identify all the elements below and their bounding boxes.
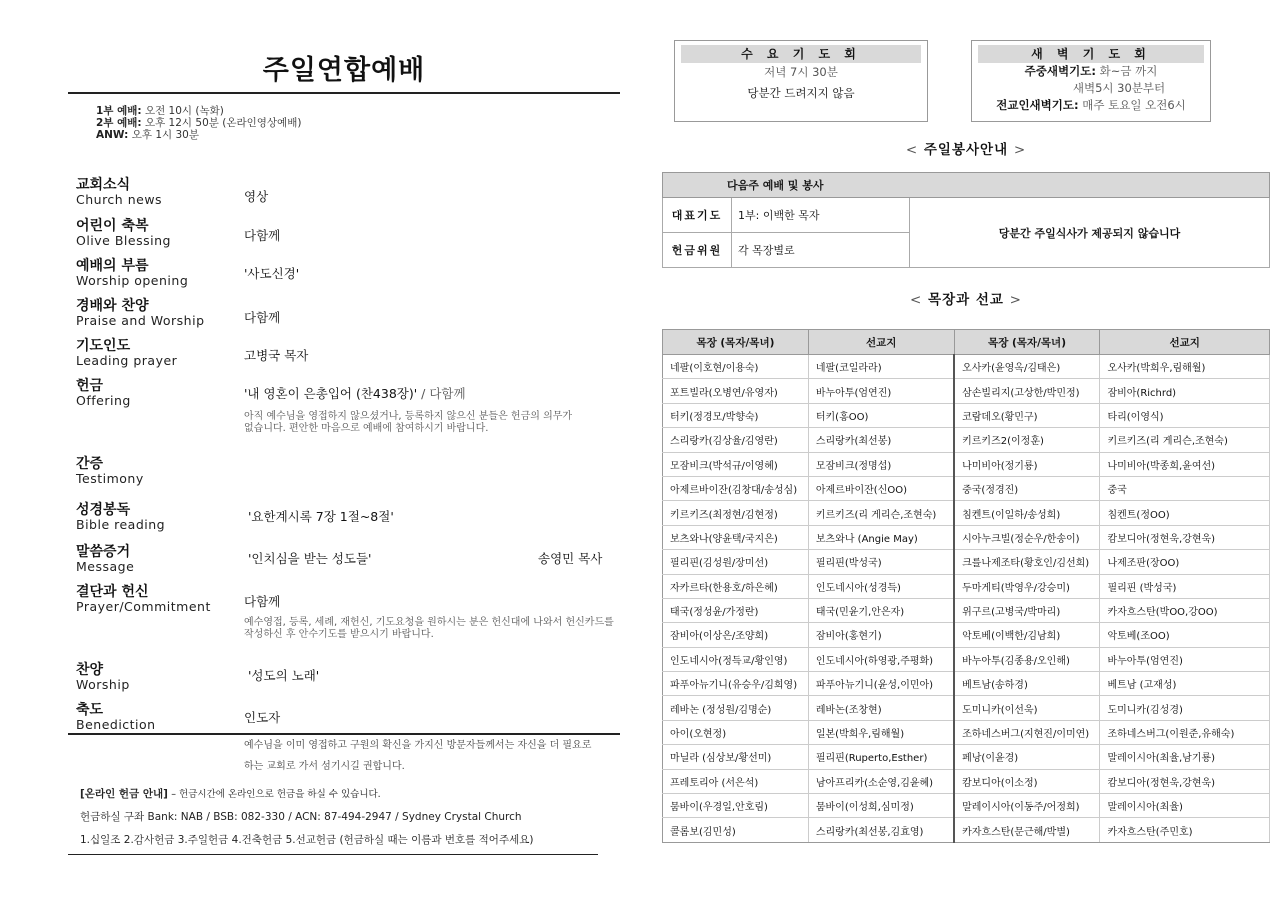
commitment-note: 예수영접, 등록, 세례, 재헌신, 기도요청을 원하시는 분은 헌신대에 나와서 헌신카드를 작성하신 후 안수기도를 받으시기 바랍니다. bbox=[244, 617, 614, 640]
mission-cell: 인도네시아(성경득) bbox=[808, 574, 954, 598]
mission-cell: 아제르바이잔(신OO) bbox=[808, 476, 954, 500]
mission-row bbox=[663, 769, 1270, 793]
mission-cell: 터키(홍OO) bbox=[808, 403, 954, 427]
mission-cell: 캄보디아(이소정) bbox=[954, 769, 1100, 793]
mission-row bbox=[663, 476, 1270, 500]
mission-cell: 레바논 (정성원/김명순) bbox=[663, 696, 809, 720]
mission-cell: 포트빌라(오병연/유영자) bbox=[663, 379, 809, 403]
mission-section-title: < 목장과 선교 > bbox=[910, 292, 1022, 308]
mission-cell: 모잠비크(박석규/이영혜) bbox=[663, 452, 809, 476]
order-item-praise-worship: 경배와 찬양 Praise and Worship 다함께 bbox=[76, 298, 281, 328]
order-item-commitment: 결단과 헌신 Prayer/Commitment 다함께 예수영접, 등록, 세례, 재헌신, 기도요청을 원하시는 분은 헌신대에 나와서 헌신카드를 작성하신 후 안수기도를 받으시기 바랍니다. bbox=[76, 584, 620, 662]
order-item-message: 말씀증거 Message '인치심을 받는 성도들' 송영민 목사 bbox=[76, 544, 603, 574]
mission-cell: 스리랑카(김상율/김영란) bbox=[663, 428, 809, 452]
mission-cell: 조하네스버그(지현진/이미연) bbox=[954, 720, 1100, 744]
mission-row bbox=[663, 428, 1270, 452]
worship-order-page bbox=[68, 40, 620, 732]
service-time-3: ANW: 오후 1시 30분 bbox=[96, 129, 200, 141]
mission-cell: 캄보디아(정현욱,강현욱) bbox=[1100, 525, 1270, 549]
online-offering-info: [온라인 헌금 안내] – 헌금시간에 온라인으로 헌금을 하실 수 있습니다. 헌금하실 구좌 Bank: NAB / BSB: 082-330 / ACN: 87-494-2947 / Sydney Crystal Church 1.십일조 2.감사헌금 3.주일헌금 4.건축헌금 5.선교헌금 (헌금하실 때는 이름과 번호를 적어주세요) bbox=[80, 783, 620, 852]
mission-cell: 위구르(고병국/박마리) bbox=[954, 598, 1100, 622]
order-item-leading-prayer: 기도인도 Leading prayer 고병국 목자 bbox=[76, 338, 309, 368]
dawn-prayer-box: 새 벽 기 도 회 주중새벽기도: 화~금 까지 새벽5시 30분부터 전교인새벽기도: 매주 토요일 오전6시 bbox=[971, 40, 1211, 122]
order-item-worship-opening: 예배의 부름 Worship opening '사도신경' bbox=[76, 258, 300, 288]
service-section-title: < 주일봉사안내 > bbox=[905, 142, 1027, 158]
mission-cell: 카자흐스탄(박OO,강OO) bbox=[1100, 598, 1270, 622]
meal-notice: 당분간 주일식사가 제공되지 않습니다 bbox=[910, 198, 1270, 268]
mission-cell: 코람데오(황민구) bbox=[954, 403, 1100, 427]
mission-cell: 악토베(조OO) bbox=[1100, 623, 1270, 647]
mission-cell: 말레이시아(최율,남기룡) bbox=[1100, 745, 1270, 769]
order-item-offering: 헌금 Offering '내 영혼이 은총입어 (찬438장)' / 다함께 아직 예수님을 영접하지 않으셨거나, 등록하지 않으신 분들은 헌금의 의무가 없습니다. 편안한 마음으로 예배에 참여하시기 바랍니다. bbox=[76, 378, 573, 434]
mission-cell: 뭄바이(이성희,심미정) bbox=[808, 794, 954, 818]
bottom-info bbox=[68, 733, 620, 855]
mission-cell: 나미비아(박종희,윤여선) bbox=[1100, 452, 1270, 476]
mission-cell: 도미니카(이선욱) bbox=[954, 696, 1100, 720]
mission-cell: 캄보디아(정현욱,강현욱) bbox=[1100, 769, 1270, 793]
mission-row bbox=[663, 745, 1270, 769]
mission-cell: 크를나제조타(황호인/김선희) bbox=[954, 550, 1100, 574]
mission-table: 목장 (목자/목녀) 선교지 목장 (목자/목녀) 선교지 네팔(이호현/이용숙) 네팔(코일라라) 오사카(윤영옥/김태은) 오사카(박희우,림해월) 포트빌라(오병연/유영자) 바누아투(엄연진) 삼손빌리지(고상한/박민정) 잠비아(Richrd) 터키(정경모/박향숙) 터키(홍OO) 코람데오(황민구) 타리(이영식) 스리랑카(김상율/김영란) 스리랑카(최선봉) 키르키즈2(이정훈) 키르키즈(리 게리슨,조현숙) 모잠비크(박석규/이영혜) 모잠비크(정명섭) 나미비아(정기룡) 나미비아(박종희,윤여선) 아제르바이잔(김창대/송성심) 아제르바이잔(신OO) 중국(정경진) 중국 키르키즈(최정현/김현정) 키르키즈(리 게리슨,조현숙) 침켄트(이일하/송성희) 침켄트(정OO) 보츠와나(양윤택/국지은) 보츠와나 (Angie May) 시아누크빌(정순우/한송이) 캄보디아(정현욱,강현욱) 필리핀(김성원/장미선) 필리핀(박성국) 크를나제조타(황호인/김선희) 나제조판(장OO) 자카르타(한용호/하은혜) 인도네시아(성경득) 두마게티(박영우/강승미) 필리핀 (박성국) 태국(정성윤/가정란) 태국(민윤기,안은자) 위구르(고병국/박마리) 카자흐스탄(박OO,강OO) 잠비아(이상은/조양희) 잠비아(홍현기) 악토베(이백한/김남희) 악토베(조OO) 인도네시아(정득교/황인영) 인도네시아(하영광,주평화) 바누아투(김종용/오인해) 바누아투(엄연진) 파푸아뉴기니(유승우/김희영) 파푸아뉴기니(윤성,이민아) 베트남(송하경) 베트남 (고재성) 레바논 (정성원/김명순) 레바논(조창현) 도미니카(이선욱) 도미니카(김성경) 아이(오현정) 일본(박희우,림해월) 조하네스버그(지현진/이미연) 조하네스버그(이원준,유해숙) 마닐라 (심상보/황선미) 필리핀(Ruperto,Esther) 페낭(이윤경) 말레이시아(최율,남기룡) 프레토리아 (서은석) 남아프리카(소순영,김윤혜) 캄보디아(이소정) 캄보디아(정현욱,강현욱) 뭄바이(우경일,안호림) 뭄바이(이성희,심미정) 말레이시아(이동주/어정희) 말레이시아(최율) 콜롬보(김민성) 스리랑카(최선봉,김효영) 카자흐스탄(문근해/박별) 카자흐스탄(주민호) bbox=[662, 329, 1270, 843]
mission-cell: 도미니카(김성경) bbox=[1100, 696, 1270, 720]
order-item-benediction: 축도 Benediction 인도자 bbox=[76, 702, 281, 732]
mission-cell: 나미비아(정기룡) bbox=[954, 452, 1100, 476]
mission-row bbox=[663, 696, 1270, 720]
mission-cell: 오사카(윤영옥/김태은) bbox=[954, 355, 1100, 379]
mission-cell: 중국(정경진) bbox=[954, 476, 1100, 500]
mission-cell: 타리(이영식) bbox=[1100, 403, 1270, 427]
mission-cell: 키르키즈2(이정훈) bbox=[954, 428, 1100, 452]
order-of-worship bbox=[76, 177, 620, 732]
mission-cell: 터키(정경모/박향숙) bbox=[663, 403, 809, 427]
mission-cell: 잠비아(홍현기) bbox=[808, 623, 954, 647]
mission-row bbox=[663, 598, 1270, 622]
mission-cell: 네팔(코일라라) bbox=[808, 355, 954, 379]
mission-cell: 아제르바이잔(김창대/송성심) bbox=[663, 476, 809, 500]
mission-cell: 콜롬보(김민성) bbox=[663, 818, 809, 842]
mission-cell: 삼손빌리지(고상한/박민정) bbox=[954, 379, 1100, 403]
mission-cell: 스리랑카(최선봉,김효영) bbox=[808, 818, 954, 842]
mission-cell: 바누아투(엄연진) bbox=[1100, 647, 1270, 671]
mission-cell: 인도네시아(정득교/황인영) bbox=[663, 647, 809, 671]
mission-cell: 말레이시아(최율) bbox=[1100, 794, 1270, 818]
mission-row bbox=[663, 818, 1270, 842]
message-speaker: 송영민 목사 bbox=[538, 551, 603, 566]
mission-cell: 보츠와나 (Angie May) bbox=[808, 525, 954, 549]
mission-cell: 남아프리카(소순영,김윤혜) bbox=[808, 769, 954, 793]
mission-row bbox=[663, 525, 1270, 549]
mission-cell: 침켄트(이일하/송성희) bbox=[954, 501, 1100, 525]
mission-cell: 바누아투(김종용/오인해) bbox=[954, 647, 1100, 671]
mission-cell: 중국 bbox=[1100, 476, 1270, 500]
mission-cell: 시아누크빌(정순우/한송이) bbox=[954, 525, 1100, 549]
mission-row bbox=[663, 355, 1270, 379]
mission-cell: 스리랑카(최선봉) bbox=[808, 428, 954, 452]
mission-cell: 말레이시아(이동주/어정희) bbox=[954, 794, 1100, 818]
mission-cell: 바누아투(엄연진) bbox=[808, 379, 954, 403]
mission-cell: 레바논(조창현) bbox=[808, 696, 954, 720]
mission-cell: 키르키즈(리 게리슨,조현숙) bbox=[1100, 428, 1270, 452]
mission-cell: 태국(민윤기,안은자) bbox=[808, 598, 954, 622]
page-title: 주일연합예배 bbox=[262, 55, 426, 86]
service-time-1: 1부 예배: 오전 10시 (녹화) bbox=[96, 105, 224, 117]
mission-cell: 잠비아(이상은/조양희) bbox=[663, 623, 809, 647]
mission-cell: 일본(박희우,림해월) bbox=[808, 720, 954, 744]
mission-row bbox=[663, 501, 1270, 525]
order-item-testimony: 간증 Testimony bbox=[76, 456, 144, 486]
mission-row bbox=[663, 452, 1270, 476]
wednesday-prayer-box: 수 요 기 도 회 저녁 7시 30분 당분간 드려지지 않음 bbox=[674, 40, 928, 122]
mission-row bbox=[663, 550, 1270, 574]
mission-cell: 파푸아뉴기니(유승우/김희영) bbox=[663, 672, 809, 696]
visitor-note: 예수님을 이미 영접하고 구원의 확신을 가지신 방문자들께서는 자신을 더 필요로 하는 교회로 가서 섬기시길 권합니다. bbox=[244, 740, 592, 772]
mission-row bbox=[663, 647, 1270, 671]
mission-cell: 파푸아뉴기니(윤성,이민아) bbox=[808, 672, 954, 696]
mission-cell: 조하네스버그(이원준,유해숙) bbox=[1100, 720, 1270, 744]
order-item-bible-reading: 성경봉독 Bible reading '요한계시록 7장 1절~8절' bbox=[76, 502, 394, 532]
mission-cell: 침켄트(정OO) bbox=[1100, 501, 1270, 525]
mission-cell: 모잠비크(정명섭) bbox=[808, 452, 954, 476]
mission-cell: 인도네시아(하영광,주평화) bbox=[808, 647, 954, 671]
mission-cell: 베트남 (고재성) bbox=[1100, 672, 1270, 696]
mission-cell: 자카르타(한용호/하은혜) bbox=[663, 574, 809, 598]
order-item-church-news: 교회소식 Church news 영상 bbox=[76, 177, 269, 207]
mission-cell: 필리핀(박성국) bbox=[808, 550, 954, 574]
mission-cell: 잠비아(Richrd) bbox=[1100, 379, 1270, 403]
mission-row bbox=[663, 403, 1270, 427]
offering-note: 아직 예수님을 영접하지 않으셨거나, 등록하지 않으신 분들은 헌금의 의무가 없습니다. 편안한 마음으로 예배에 참여하시기 바랍니다. bbox=[244, 411, 573, 434]
mission-cell: 마닐라 (심상보/황선미) bbox=[663, 745, 809, 769]
online-offering-title: [온라인 헌금 안내] bbox=[80, 788, 168, 800]
mission-row bbox=[663, 720, 1270, 744]
mission-row bbox=[663, 672, 1270, 696]
mission-cell: 키르키즈(리 게리슨,조현숙) bbox=[808, 501, 954, 525]
mission-cell: 두마게티(박영우/강승미) bbox=[954, 574, 1100, 598]
mission-cell: 뭄바이(우경일,안호림) bbox=[663, 794, 809, 818]
mission-cell: 필리핀(김성원/장미선) bbox=[663, 550, 809, 574]
mission-cell: 나제조판(장OO) bbox=[1100, 550, 1270, 574]
order-item-olive-blessing: 어린이 축복 Olive Blessing 다함께 bbox=[76, 218, 281, 248]
service-table: 다음주 예배 및 봉사 대표기도 1부: 이백한 목자 당분간 주일식사가 제공되지 않습니다 헌금위원 각 목장별로 bbox=[662, 172, 1270, 268]
mission-cell: 악토베(이백한/김남희) bbox=[954, 623, 1100, 647]
mission-cell: 필리핀 (박성국) bbox=[1100, 574, 1270, 598]
mission-cell: 네팔(이호현/이용숙) bbox=[663, 355, 809, 379]
bank-details: 헌금하실 구좌 Bank: NAB / BSB: 082-330 / ACN: 87-494-2947 / Sydney Crystal Church bbox=[80, 811, 522, 823]
mission-cell: 아이(오현정) bbox=[663, 720, 809, 744]
title-divider bbox=[68, 92, 620, 94]
mission-cell: 필리핀(Ruperto,Esther) bbox=[808, 745, 954, 769]
mission-cell: 카자흐스탄(주민호) bbox=[1100, 818, 1270, 842]
mission-cell: 카자흐스탄(문근해/박별) bbox=[954, 818, 1100, 842]
mission-row bbox=[663, 379, 1270, 403]
mission-cell: 태국(정성윤/가정란) bbox=[663, 598, 809, 622]
order-item-worship: 찬양 Worship '성도의 노래' bbox=[76, 662, 320, 692]
offering-types: 1.십일조 2.감사헌금 3.주일헌금 4.건축헌금 5.선교헌금 (헌금하실 때는 이름과 번호를 적어주세요) bbox=[80, 834, 534, 846]
service-times bbox=[96, 105, 620, 141]
service-table-header: 다음주 예배 및 봉사 bbox=[663, 173, 1270, 198]
mission-cell: 페낭(이윤경) bbox=[954, 745, 1100, 769]
mission-cell: 키르키즈(최정현/김현정) bbox=[663, 501, 809, 525]
mission-row bbox=[663, 623, 1270, 647]
mission-cell: 베트남(송하경) bbox=[954, 672, 1100, 696]
mission-row bbox=[663, 574, 1270, 598]
mission-cell: 보츠와나(양윤택/국지은) bbox=[663, 525, 809, 549]
service-time-2: 2부 예배: 오후 12시 50분 (온라인영상예배) bbox=[96, 117, 302, 129]
bottom-rule bbox=[68, 854, 598, 855]
mission-cell: 오사카(박희우,림해월) bbox=[1100, 355, 1270, 379]
mission-row bbox=[663, 794, 1270, 818]
mission-cell: 프레토리아 (서은석) bbox=[663, 769, 809, 793]
